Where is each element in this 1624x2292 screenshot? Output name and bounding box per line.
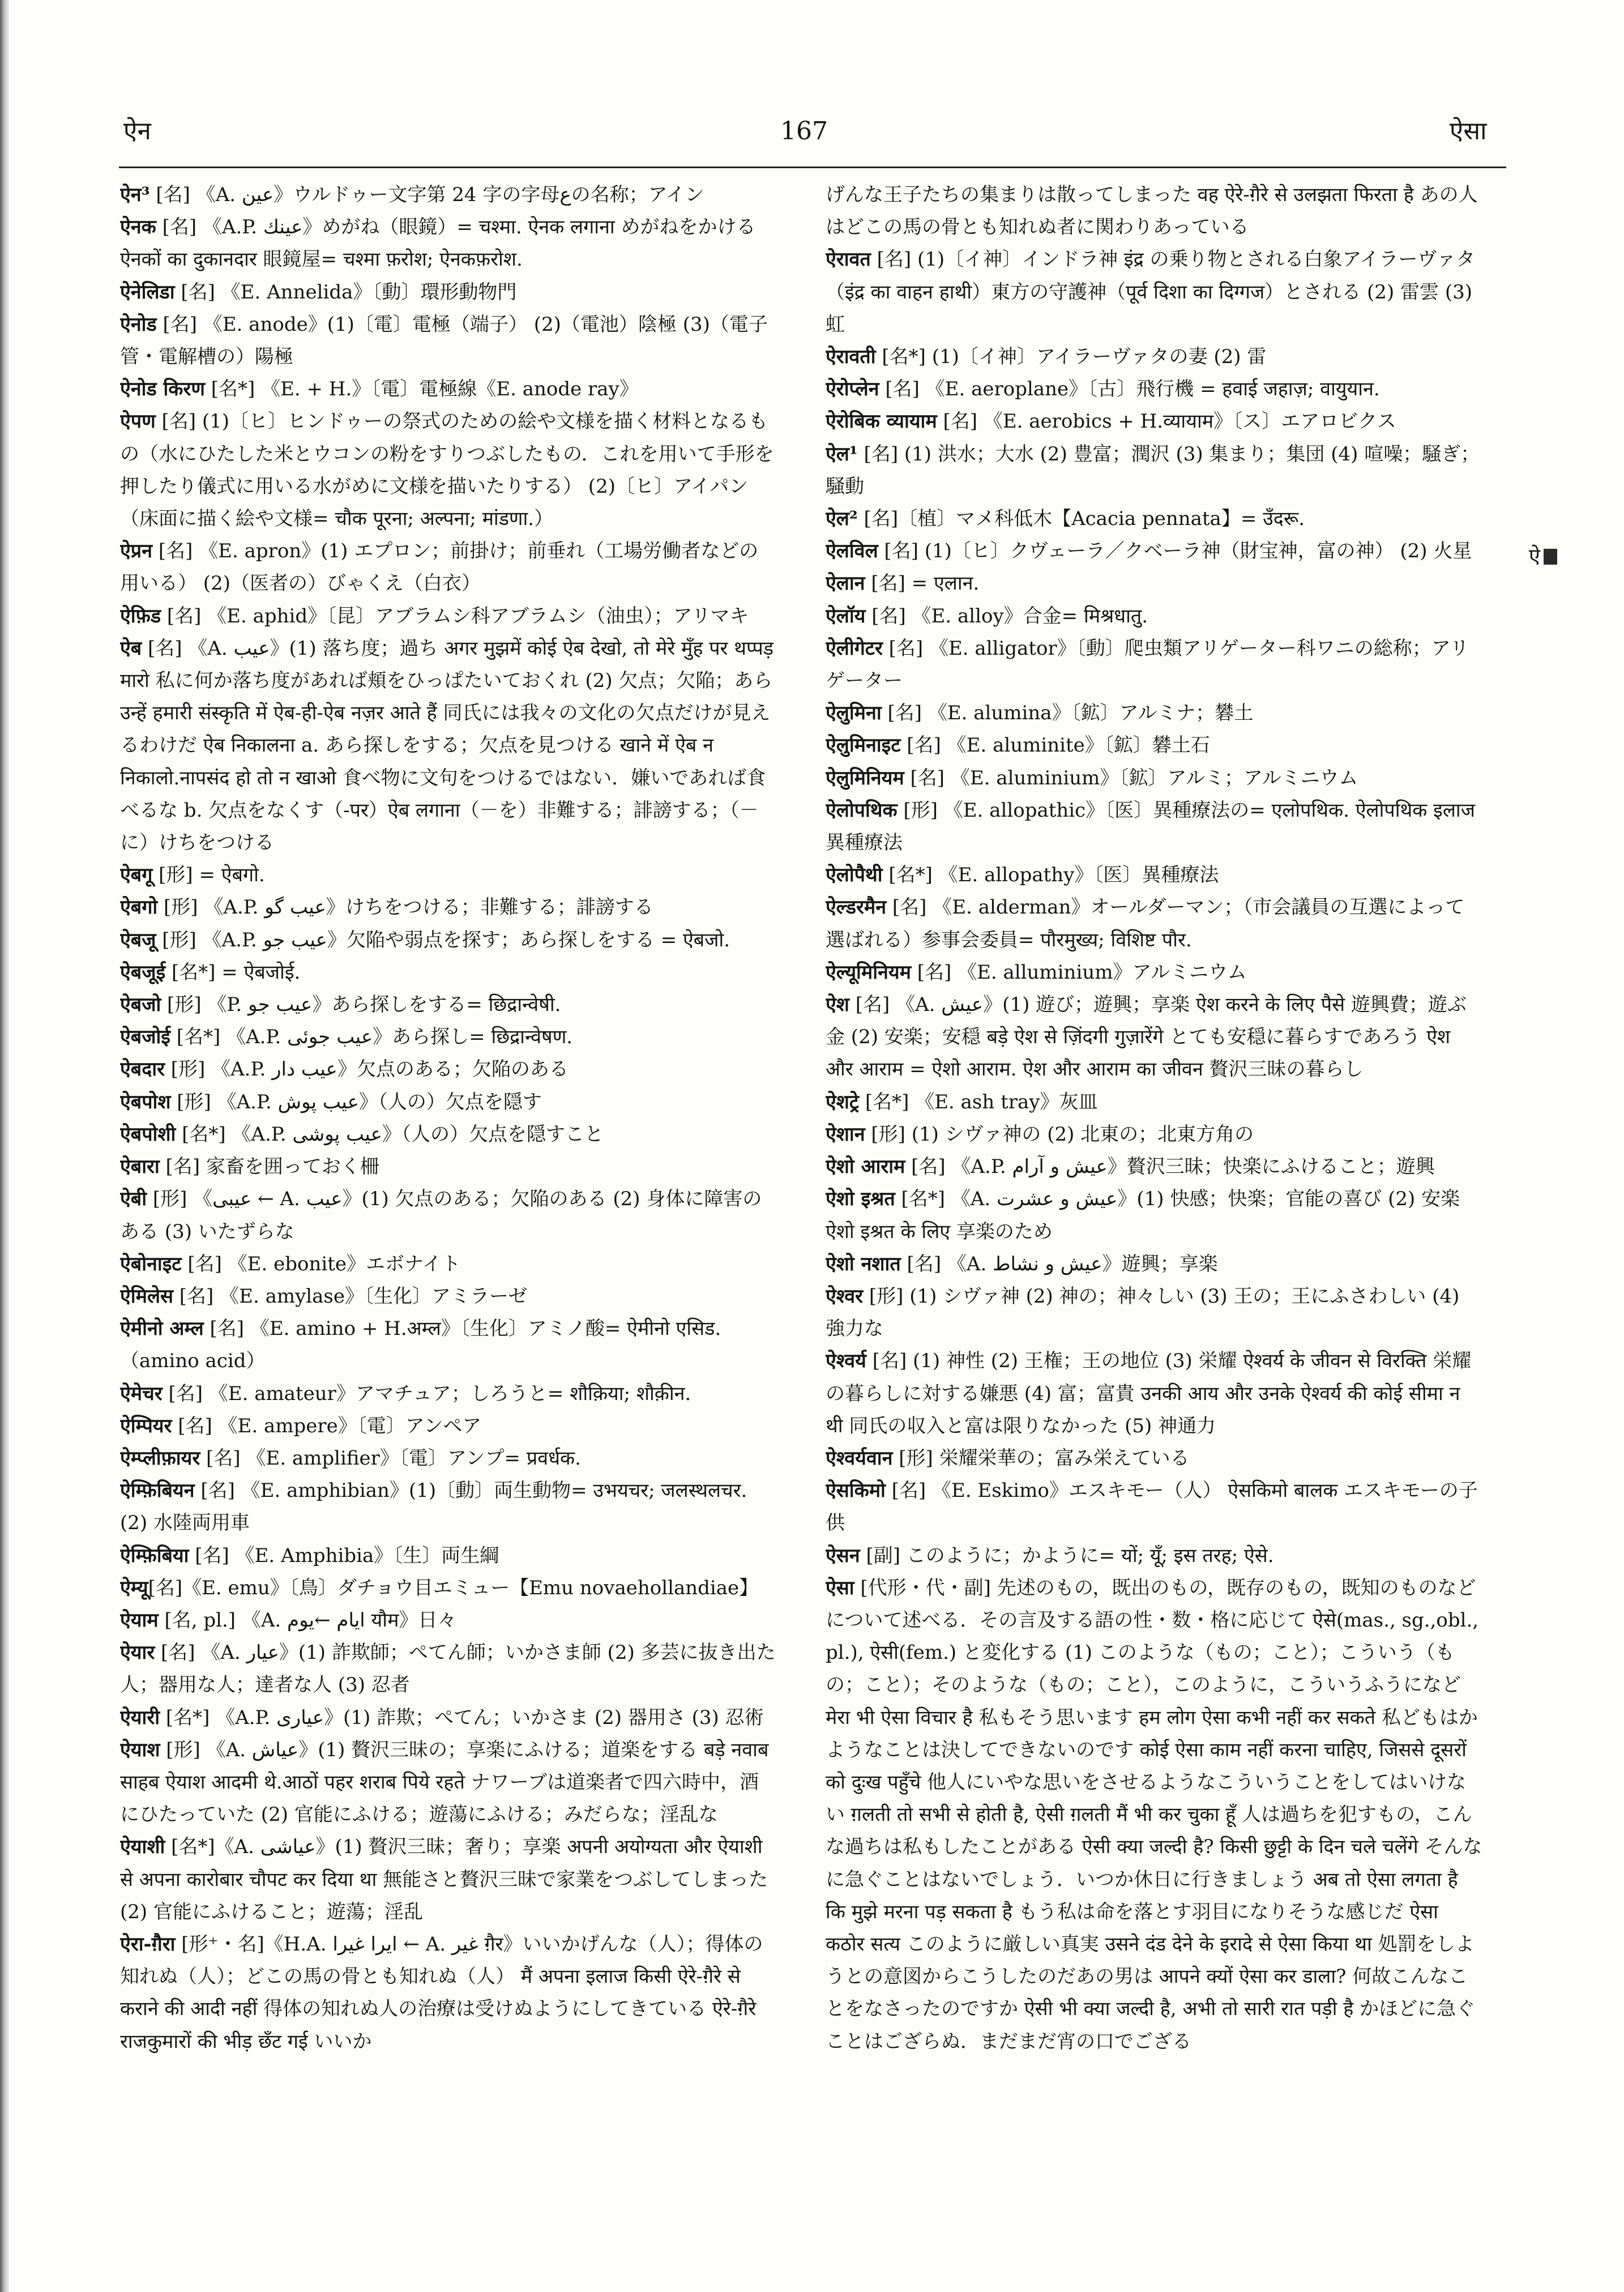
entry-definition: [代形・代・副] 先述のもの，既出のもの，既存のもの，既知のものなどについて述べる．その言及する語の性・数・格に応じて ऐसे(mas., sg.,obl., pl.), ऐसी(fem.) と変化する (1) このような（もの；こと）；こういう（もの；こと）；そのような（もの；こと），このように，こういうふうになど मेरा भी ऐसा विचार है 私もそう思います हम लोग ऐसा कभी नहीं कर सकते 私どもはかようなことは決してできないのです कोई ऐसा काम नहीं करना चाहिए, जिससे दूसरों को दुःख पहुँचे 他人にいやな思いをさせるようなこういうことをしてはいけない ग़लती तो सभी से होती है, ऐसी ग़लती मैं भी कर चुका हूँ 人は過ちを犯すもの，こんな過ちは私もしたことがある ऐसी क्या जल्दी है? किसी छुट्टी के दिन चले चलेंगे そんなに急ぐことはないでしょう．いつか休日に行きましょう अब तो ऐसा लगता है कि मुझे मरना पड़ सकता है もう私は命を落とす羽目になりそうな感じだ ऐसा कठोर सत्य このように厳しい真実 उसने दंड देने के इरादे से ऐसा किया था 処罰をしようとの意図からこうしたのだあの男は आपने क्यों ऐसा कर डाला? 何故こんなことをなさったのですか ऐसी भी क्या जल्दी है, अभी तो सारी रात पड़ी है かほどに急ぐことはござらぬ．まだまだ宵の口でござる xyxy=(826,1576,1482,2053)
entry-definition: [名] 《E. amplifier》〔電〕アンプ= प्रवर्धक. xyxy=(200,1446,581,1470)
dictionary-entry xyxy=(120,1119,777,1151)
dictionary-entry xyxy=(826,373,1482,406)
entry-headword: ऐशो आराम xyxy=(826,1155,905,1179)
dictionary-entry xyxy=(120,1151,777,1183)
entry-definition: [名*] = ऐबजोई. xyxy=(165,961,301,984)
entry-headword: ऐलीगेटर xyxy=(826,637,883,660)
dictionary-entry xyxy=(120,1572,777,1604)
entry-headword: ऐब xyxy=(120,637,142,660)
entry-headword: ऐनेलिडा xyxy=(120,280,175,304)
dictionary-entry xyxy=(826,1475,1482,1539)
dictionary-entry xyxy=(826,406,1482,438)
entry-definition: [名] 《A. عين》ウルドゥー文字第 24 字の字母عの名称；アイン xyxy=(149,183,704,206)
entry-headword: ऐसकिमो xyxy=(826,1479,886,1503)
dictionary-entry xyxy=(826,179,1482,244)
entry-definition: [名, pl.] 《A. ايام ←يوم यौम》日々 xyxy=(158,1608,457,1632)
entry-headword: ऐरोबिक व्यायाम xyxy=(826,410,937,433)
dictionary-entry xyxy=(120,1410,777,1442)
entry-headword: ऐबजू xyxy=(120,928,156,951)
dictionary-entry xyxy=(120,309,777,373)
dictionary-entry xyxy=(826,1281,1482,1345)
entry-definition: [形] (1) シヴァ神の (2) 北東の；北東方角の xyxy=(865,1122,1254,1146)
entry-definition: [名] (1)〔ヒ〕クヴェーラ／クベーラ神（財宝神，富の神） (2) 火星 xyxy=(878,540,1472,563)
entry-headword: ऐल² xyxy=(826,507,858,531)
dictionary-entry xyxy=(120,373,777,406)
thumb-index-tab xyxy=(1529,543,1557,571)
entry-definition: [名] 《E. amylase》〔生化〕アミラーゼ xyxy=(173,1284,528,1308)
entry-headword: ऐश्वर्यवान xyxy=(826,1446,893,1470)
dictionary-entry xyxy=(826,957,1482,989)
thumb-index-marker xyxy=(1544,549,1557,565)
entry-headword: ऐनोड xyxy=(120,313,157,336)
entry-headword: ऐपण xyxy=(120,410,156,433)
entry-definition: [形] = ऐबगो. xyxy=(152,864,265,887)
entry-headword: ऐशान xyxy=(826,1122,865,1146)
entry-definition: [名] = एलान. xyxy=(865,572,980,595)
dictionary-entry xyxy=(826,1248,1482,1281)
entry-headword: ऐरा-ग़ैरा xyxy=(120,1932,176,1956)
entry-definition: [名] 《E. alumina》〔鉱〕アルミナ；礬土 xyxy=(881,702,1254,725)
entry-headword: ऐयार xyxy=(120,1641,155,1664)
dictionary-entry xyxy=(120,859,777,891)
entry-definition: [名*] 《E. ash tray》灰皿 xyxy=(859,1090,1098,1113)
dictionary-entry xyxy=(826,729,1482,762)
entry-definition: [名] 《E. apron》(1) エプロン；前掛け；前垂れ（工場労働者などの用いる） (2)（医者の）びゃくえ（白衣） xyxy=(120,540,759,595)
dictionary-entry xyxy=(120,1831,777,1928)
entry-definition: [名*] 《A.P. عيب جوئى》あら探し= छिद्रान्वेषण. xyxy=(170,1026,573,1049)
dictionary-entry xyxy=(826,1572,1482,2058)
entry-definition: [形] 《P. عيب جو》あら探しをする= छिद्रान्वेषी. xyxy=(161,993,561,1017)
header-rule xyxy=(119,167,1506,168)
entry-headword: ऐम्पियर xyxy=(120,1414,172,1437)
entry-definition: [名] 《E. alderman》オールダーマン；（市会議員の互選によって選ばれる）参事会委員= पौरमुख्य; विशिष्ट पौर. xyxy=(826,896,1465,951)
entry-headword: ऐसा xyxy=(826,1576,854,1599)
entry-definition: [名] 《E. aluminium》〔鉱〕アルミ；アルミニウム xyxy=(904,766,1358,789)
entry-definition: [名] 《E. alligator》〔動〕爬虫類アリゲーター科ワニの総称；アリゲーター xyxy=(826,637,1469,693)
dictionary-entry xyxy=(120,1702,777,1734)
entry-headword: ऐम्फ़िबियन xyxy=(120,1479,195,1503)
entry-headword: ऐम्यू xyxy=(120,1576,148,1599)
entry-headword: ऐमीनो अम्ल xyxy=(120,1317,204,1341)
dictionary-entry xyxy=(826,1151,1482,1183)
dictionary-entry xyxy=(826,1442,1482,1475)
entry-headword: ऐल्यूमिनियम xyxy=(826,961,911,984)
dictionary-entry xyxy=(826,1345,1482,1442)
dictionary-entry xyxy=(826,535,1482,567)
dictionary-entry xyxy=(120,1313,777,1377)
entry-definition: [名*] 《E. allopathy》〔医〕異種療法 xyxy=(882,864,1219,887)
dictionary-entry xyxy=(826,633,1482,697)
entry-headword: ऐरोप्लेन xyxy=(826,378,879,401)
entry-definition: [名] 《E. amphibian》(1)〔動〕両生動物= उभयचर; जलस्थलचर. (2) 水陸両用車 xyxy=(120,1479,747,1535)
entry-headword: ऐयाशी xyxy=(120,1836,165,1859)
dictionary-entry xyxy=(826,1119,1482,1151)
dictionary-entry xyxy=(120,276,777,309)
entry-headword: ऐनक xyxy=(120,216,156,239)
dictionary-entry xyxy=(826,1540,1482,1572)
entry-definition: [名] 《A.P. عيش و آرام》贅沢三昧；快楽にふけること；遊興 xyxy=(905,1155,1435,1179)
entry-definition: [形⁺・名]《H.A. ايرا غيرا ← A. غير ग़ैर》いいかげんな（人）；得体の知れぬ（人）；どこの馬の骨とも知れぬ（人） मैं अपना इलाज किसी ऐरे-ग़ैरे से कराने की आदी नहीं 得体の知れぬ人の治療は受けぬようにしてきている ऐरे-ग़ैरे राजकुमारों की भीड़ छँट गई いいか xyxy=(120,1932,763,2053)
dictionary-entry xyxy=(120,1248,777,1281)
dictionary-entry xyxy=(826,438,1482,503)
scan-binding-edge xyxy=(0,0,9,2292)
dictionary-entry xyxy=(826,244,1482,341)
left-column xyxy=(120,179,777,2252)
entry-definition: [名*] 《A.P. عيب پوشى》（人の）欠点を隠すこと xyxy=(176,1122,604,1146)
entry-definition: [名*] 《A.P. عيارى》(1) 詐欺；ぺてん；いかさま (2) 器用さ (3) 忍術 xyxy=(160,1706,764,1729)
entry-definition: [名] 《A. عيش》(1) 遊び；遊興；享楽 ऐश करने के लिए पैसे 遊興費；遊ぶ金 (2) 安楽；安穏 बड़े ऐश से ज़िंदगी गुज़ारेंगे とても安穏に暮らすであろう ऐश और आराम = ऐशो आराम. ऐश और आराम का जीवन 贅沢三昧の暮らし xyxy=(826,993,1467,1081)
dictionary-entry xyxy=(120,1475,777,1539)
dictionary-entry xyxy=(120,633,777,859)
entry-definition: [形] 《A.P. عيب گو》けちをつける；非難する；誹謗する xyxy=(157,896,653,919)
entry-definition: [名] (1) 神性 (2) 王権；王の地位 (3) 栄耀 ऐश्वर्य के जीवन से विरक्ति 栄耀の暮らしに対する嫌悪 (4) 富；富貴 उनकी आय और उनके ऐश्वर्य की कोई सीमा न थी 同氏の収入と富は限りなかった (5) 神通力 xyxy=(826,1350,1472,1437)
dictionary-entry xyxy=(120,891,777,924)
dictionary-entry xyxy=(120,1183,777,1248)
entry-headword: ऐबपोश xyxy=(120,1090,171,1113)
entry-definition: [形] 栄耀栄華の；富み栄えている xyxy=(892,1446,1190,1470)
dictionary-entry xyxy=(826,1183,1482,1248)
dictionary-entry xyxy=(120,924,777,957)
entry-headword: ऐप्रन xyxy=(120,540,153,563)
page-number: 167 xyxy=(780,117,828,146)
entry-definition: [名*] (1)〔イ神〕アイラーヴァタの妻 (2) 雷 xyxy=(875,345,1267,369)
dictionary-entry xyxy=(120,179,777,211)
entry-headword: ऐबजो xyxy=(120,993,161,1017)
entry-headword: ऐल¹ xyxy=(826,442,858,466)
dictionary-entry xyxy=(120,1540,777,1572)
entry-headword: ऐबजोई xyxy=(120,1026,170,1049)
entry-headword: ऐशट्रे xyxy=(826,1090,860,1113)
entry-headword: ऐबोनाइट xyxy=(120,1252,182,1275)
entry-headword: ऐबगू xyxy=(120,864,153,887)
entry-headword: ऐबपोशी xyxy=(120,1122,176,1146)
entry-headword: ऐसन xyxy=(826,1544,860,1567)
entry-definition: [名] (1) 洪水；大水 (2) 豊富；潤沢 (3) 集まり；集団 (4) 喧噪；騒ぎ；騒動 xyxy=(826,442,1480,498)
right-guide-word: ऐसा xyxy=(1450,117,1487,146)
dictionary-entry xyxy=(826,795,1482,859)
entry-headword: ऐश्वर्य xyxy=(826,1350,866,1373)
entry-headword: ऐयाम xyxy=(120,1608,159,1632)
entry-definition: [名] 《E. alluminium》アルミニウム xyxy=(911,961,1247,984)
entry-headword: ऐबदार xyxy=(120,1058,165,1081)
right-column xyxy=(826,179,1482,2252)
dictionary-entry xyxy=(120,989,777,1021)
entry-headword: ऐलुमिनियम xyxy=(826,766,904,789)
entry-definition: [副] このように；かように= यों; यूँ; इस तरह; ऐसे. xyxy=(860,1544,1274,1567)
entry-definition: [名] (1)〔ヒ〕ヒンドゥーの祭式のための絵や文様を描く材料となるもの（水にひたした米とウコンの粉をすりつぶしたもの．これを用いて手形を押したり儀式に用いる水がめに文様を描いたりする） (2)〔ヒ〕アイパン（床面に描く絵や文様= चौक पूरना; अल्पना; मांडणा.） xyxy=(120,410,774,531)
entry-headword: ऐबजूई xyxy=(120,961,166,984)
entry-headword: ऐबारा xyxy=(120,1155,160,1179)
dictionary-entry xyxy=(826,1086,1482,1119)
dictionary-entry xyxy=(826,697,1482,729)
entry-definition: [形] 《A.P. عيب جو》欠陥や弱点を探す；あら探しをする = ऐबजो. xyxy=(156,928,730,951)
dictionary-entry xyxy=(120,1928,777,2058)
left-guide-word: ऐन xyxy=(123,117,151,146)
dictionary-entry xyxy=(120,211,777,276)
entry-headword: ऐमेचर xyxy=(120,1382,163,1405)
entry-definition: [名] 《A. عيب》(1) 落ち度；過ち अगर मुझमें कोई ऐब देखो, तो मेरे मुँह पर थप्पड़ मारो 私に何か落ち度があれば頬をひっぱたいておくれ (2) 欠点；欠陥；あら उन्हें हमारी संस्कृति में ऐब-ही-ऐब नज़र आते हैं 同氏には我々の文化の欠点だけが見えるわけだ ऐब निकालना a. あら探しをする；欠点を見つける खाने में ऐब न निकालो.नापसंद हो तो न खाओ 食べ物に文句をつけるではない．嫌いであれば食べるな b. 欠点をなくす（-पर）ऐब लगाना（－を）非難する；誹謗する；（－に）けちをつける xyxy=(120,637,773,855)
dictionary-entry xyxy=(826,600,1482,633)
dictionary-entry xyxy=(120,1086,777,1119)
entry-definition: [名] 《E. Amphibia》〔生〕両生綱 xyxy=(189,1544,499,1567)
entry-definition: [形] (1) シヴァ神 (2) 神の；神々しい (3) 王の；王にふさわしい (4) 強力な xyxy=(826,1284,1460,1341)
entry-definition: [名] 《E. aeroplane》〔古〕飛行機 = हवाई जहाज़; वायुयान. xyxy=(879,378,1380,401)
dictionary-entry xyxy=(826,341,1482,373)
entry-definition: [名] 《E. aluminite》〔鉱〕礬土石 xyxy=(900,734,1210,757)
dictionary-entry xyxy=(826,762,1482,795)
entry-definition: [名*] 《E. + H.》〔電〕電極線《E. anode ray》 xyxy=(204,378,639,401)
entry-headword: ऐलुमिना xyxy=(826,702,882,725)
entry-headword: ऐलविल xyxy=(826,540,878,563)
entry-definition: [形] 《E. allopathic》〔医〕異種療法の= एलोपथिक. ऐलोपथिक इलाज 異種療法 xyxy=(826,799,1475,855)
entry-headword: ऐम्फ़िबिया xyxy=(120,1544,189,1567)
entry-definition: [形] 《A.P. عيب پوش》（人の）欠点を隠す xyxy=(170,1090,542,1113)
entry-headword: ऐश्वर xyxy=(826,1284,864,1308)
entry-definition: [名] 《E. ebonite》エボナイト xyxy=(181,1252,461,1275)
entry-definition: [名]〔植〕マメ科低木【Acacia pennata】= उँदरू. xyxy=(857,507,1305,531)
entry-definition: [名] 《A. عيار》(1) 詐欺師；ぺてん師；いかさま師 (2) 多芸に抜き出た人；器用な人；達者な人 (3) 忍者 xyxy=(120,1641,776,1697)
entry-headword: ऐबी xyxy=(120,1188,147,1211)
entry-headword: ऐन³ xyxy=(120,183,150,206)
dictionary-entry xyxy=(120,1021,777,1053)
entry-definition: [名] 《E. aphid》〔昆〕アブラムシ科アブラムシ（油虫）；アリマキ xyxy=(161,604,749,628)
dictionary-entry xyxy=(120,1442,777,1475)
dictionary-entry xyxy=(120,1734,777,1832)
entry-definition: [名] 《E. anode》(1)〔電〕電極（端子） (2)（電池）陰極 (3)（電子管・電解槽の）陽極 xyxy=(120,313,768,369)
thumb-index-letter: ऐ xyxy=(1529,545,1540,568)
entry-headword: ऐलॉय xyxy=(826,604,866,628)
entry-headword: ऐशो इश्रत xyxy=(826,1188,895,1211)
entry-headword: ऐरावत xyxy=(826,248,871,271)
entry-headword: ऐफ़िड xyxy=(120,604,161,628)
entry-headword: ऐनोड किरण xyxy=(120,378,205,401)
entry-headword: ऐलुमिनाइट xyxy=(826,734,901,757)
entry-headword: ऐलोपथिक xyxy=(826,799,898,822)
dictionary-entry xyxy=(120,600,777,633)
dictionary-entry xyxy=(826,859,1482,891)
entry-headword: ऐबगो xyxy=(120,896,158,919)
dictionary-entry xyxy=(120,1604,777,1637)
dictionary-entry xyxy=(120,1378,777,1410)
entry-headword: ऐशो नशात xyxy=(826,1252,901,1275)
entry-definition: [名] 《E. amateur》アマチュア；しろうと= शौक़िया; शौक़ीन. xyxy=(162,1382,691,1405)
entry-definition: [名] 《E. ampere》〔電〕アンペア xyxy=(172,1414,482,1437)
entry-definition: [名] 《E. amino + H.अम्ल》〔生化〕アミノ酸= ऐमीनो एसिड.（amino acid） xyxy=(120,1317,721,1373)
entry-definition: [名]《E. emu》〔鳥〕ダチョウ目エミュー【Emu novaehollandiae】 xyxy=(148,1576,759,1599)
entry-definition: [名] 《E. alloy》合金= मिश्रधातु. xyxy=(865,604,1148,628)
entry-headword: ऐयारी xyxy=(120,1706,160,1729)
dictionary-entry xyxy=(826,891,1482,956)
dictionary-entry xyxy=(120,535,777,600)
entry-definition: [名] 家畜を囲っておく柵 xyxy=(159,1155,379,1179)
entry-headword: ऐश xyxy=(826,993,849,1017)
entry-definition: [名] 《E. Annelida》〔動〕環形動物門 xyxy=(174,280,517,304)
entry-headword: ऐरावती xyxy=(826,345,876,369)
dictionary-entry xyxy=(120,957,777,989)
entry-headword: ऐयाश xyxy=(120,1738,160,1761)
entry-headword: ऐलान xyxy=(826,572,865,595)
entry-definition: [形] 《A.P. عيب دار》欠点のある；欠陥のある xyxy=(164,1058,569,1081)
dictionary-entry xyxy=(826,503,1482,535)
entry-definition: [名] 《E. Eskimo》エスキモー（人） ऐसकिमो बालक エスキモーの子供 xyxy=(826,1479,1478,1535)
entry-definition: [形] 《A. عياش》(1) 贅沢三昧の；享楽にふける；道楽をする बड़े नवाब साहब ऐयाश आदमी थे.आठों पहर शराब पिये रहते ナワーブは道楽者で四六時中，酒にひたっていた (2) 官能にふける；遊蕩にふける；みだらな；淫乱な xyxy=(120,1738,769,1826)
dictionary-entry xyxy=(120,1053,777,1086)
entry-definition: [名] 《A.P. عينك》めがね（眼鏡）= चश्मा. ऐनक लगाना めがねをかける ऐनकों का दुकानदार 眼鏡屋= चश्मा फ़रोश; ऐनकफ़रोश. xyxy=(120,216,756,271)
entry-definition: [名*] 《A. عيش و عشرت》(1) 快感；快楽；官能の喜び (2) 安楽 ऐशो इश्रत के लिए 享楽のため xyxy=(826,1188,1460,1243)
entry-headword: ऐम्प्लीफ़ायर xyxy=(120,1446,200,1470)
dictionary-entry xyxy=(120,406,777,535)
entry-definition: [名] 《E. aerobics + H.व्यायाम》〔ス〕エアロビクス xyxy=(937,410,1396,433)
entry-definition: [名] 《A. عيش و نشاط》遊興；享楽 xyxy=(900,1252,1218,1275)
entry-definition: [名] (1)〔イ神〕インドラ神 इंद्र の乗り物とされる白象アイラーヴァタ（इंद्र का वाहन हाथी）東方の守護神（पूर्व दिशा का दिग्गज）とされる (2) 雷雲 (3) 虹 xyxy=(826,248,1476,336)
entry-definition: [名*]《A. عياشى》(1) 贅沢三昧；奢り；享楽 अपनी अयोग्यता और ऐयाशी से अपना कारोबार चौपट कर दिया था 無能さと贅沢三昧で家業をつぶしてしまった (2) 官能にふけること；遊蕩；淫乱 xyxy=(120,1836,768,1923)
entry-headword: ऐलोपैथी xyxy=(826,864,883,887)
entry-definition: げんな王子たちの集まりは散ってしまった वह ऐरे-ग़ैरे से उलझता फिरता है あの人はどこの馬の骨とも知れぬ者に関わりあっている xyxy=(826,183,1478,239)
dictionary-entry xyxy=(120,1281,777,1313)
dictionary-entry xyxy=(826,567,1482,600)
entry-headword: ऐल्डरमैन xyxy=(826,896,887,919)
entry-definition: [形] 《عيبى ← A. عيب》(1) 欠点のある；欠陥のある (2) 身体に障害のある (3) いたずらな xyxy=(120,1188,762,1243)
dictionary-entry xyxy=(826,989,1482,1086)
dictionary-entry xyxy=(120,1637,777,1701)
entry-headword: ऐमिलेस xyxy=(120,1284,173,1308)
